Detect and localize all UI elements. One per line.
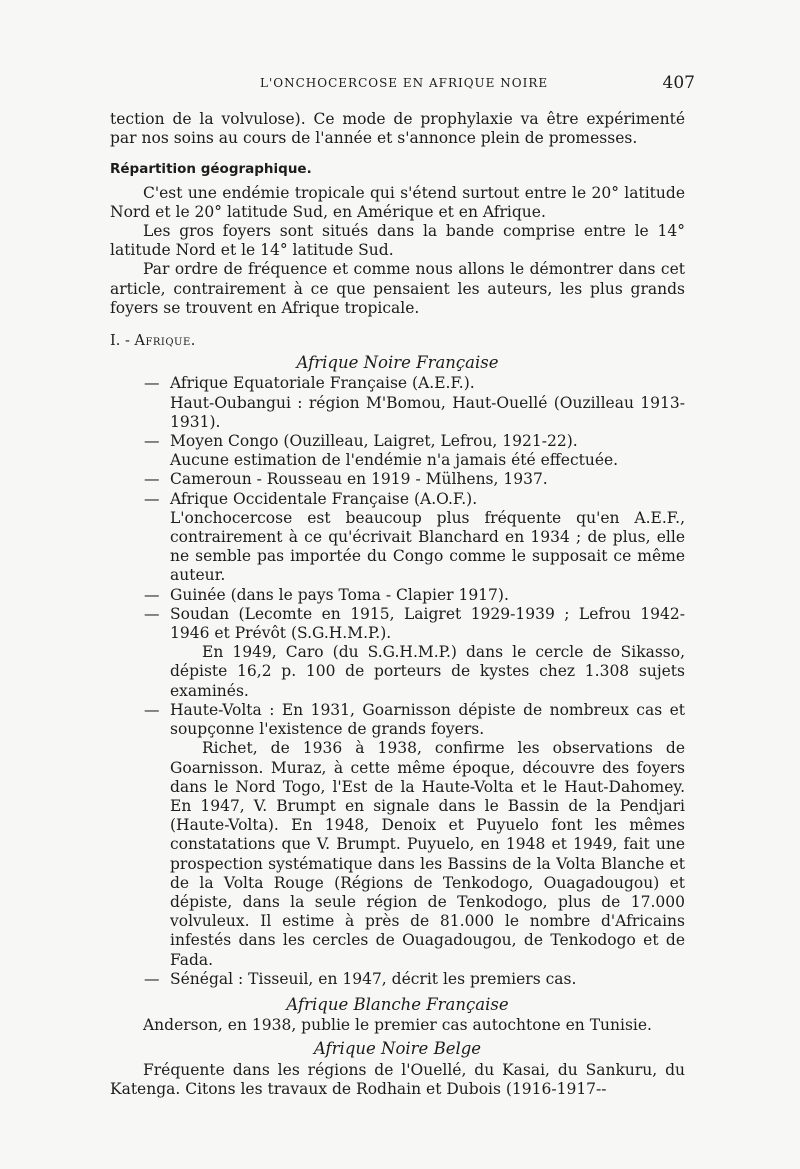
- list-item-detail: Richet, de 1936 à 1938, confirme les observations de Goarnisson. Muraz, à cette même époque, découvre des foyers dans le Nord Togo, l'Est de la Haute-Volta et le Haut-Dahomey. En 1947, V. Brumpt en signale dans le Bassin de la Pendjari (Haute-Volta). En 1948, Denoix et Puyuelo font les mêmes constatations que V. Brumpt. Puyuelo, en 1948 et 1949, fait une prospection systématique dans les Bassins de la Volta Blanche et de la Volta Rouge (Régions de Tenkodogo, Ouagadougou) et dépiste, dans la seule région de Tenkodogo, plus de 17.000 volvuleux. Il estime à près de 81.000 le nombre d'Africains infestés dans les cercles de Ouagadougou, de Tenkodogo et de Fada.: [170, 739, 685, 969]
- list-item-detail: L'onchocercose est beaucoup plus fréquente qu'en A.E.F., contrairement à ce qu'écrivait Blanchard en 1934 ; de plus, elle ne semble pas importée du Congo comme le supposait ce même auteur.: [170, 508, 685, 585]
- repartition-paragraph: Les gros foyers sont situés dans la bande comprise entre le 14° latitude Nord et le 14° latitude Sud.: [110, 222, 685, 260]
- repartition-paragraph: Par ordre de fréquence et comme nous allons le démontrer dans cet article, contrairement à ce que pensaient les auteurs, les plus grands foyers se trouvent en Afrique tropicale.: [110, 260, 685, 317]
- subsection-title: Afrique Blanche Française: [286, 994, 509, 1014]
- subsection-title: Afrique Noire Belge: [313, 1039, 482, 1059]
- list-item-text: Afrique Occidentale Française (A.O.F.).: [170, 489, 478, 508]
- page-body: [110, 110, 685, 1099]
- list-item-text: Soudan (Lecomte en 1915, Laigret 1929-1939 ; Lefrou 1942-1946 et Prévôt (S.G.H.M.P.).: [170, 604, 685, 643]
- section-title: [110, 332, 685, 351]
- list-item: [110, 586, 685, 605]
- list-item-text: Guinée (dans le pays Toma - Clapier 1917).: [170, 585, 509, 604]
- repartition-paragraph: C'est une endémie tropicale qui s'étend surtout entre le 20° latitude Nord et le 20° latitude Sud, en Amérique et en Afrique.: [110, 183, 685, 221]
- section-number: I. -: [110, 333, 130, 350]
- section-name: Afrique.: [134, 333, 196, 350]
- list-item-text: Moyen Congo (Ouzilleau, Laigret, Lefrou, 1921-22).: [170, 432, 578, 451]
- subsection-text: Fréquente dans les régions de l'Ouellé, du Kasai, du Sankuru, du Katenga. Citons les travaux de Rodhain et Dubois (1916-1917--: [110, 1060, 685, 1098]
- list-item: [110, 470, 685, 489]
- list-item-detail: En 1949, Caro (du S.G.H.M.P.) dans le cercle de Sikasso, dépiste 16,2 p. 100 de porteurs de kystes chez 1.308 sujets examinés.: [170, 643, 685, 700]
- list-item: [110, 432, 685, 451]
- list-item-detail: Haut-Oubangui : région M'Bomou, Haut-Ouellé (Ouzilleau 1913-1931).: [170, 393, 685, 431]
- list-item: [110, 490, 685, 509]
- page-number: 407: [662, 73, 695, 93]
- dash-marker: —: [144, 700, 160, 719]
- running-title: L'ONCHOCERCOSE EN AFRIQUE NOIRE: [260, 76, 549, 90]
- list-item-text: Haute-Volta : En 1931, Goarnisson dépiste de nombreux cas et soupçonne l'existence de grands foyers.: [170, 700, 685, 739]
- intro-paragraph: tection de la volvulose). Ce mode de prophylaxie va être expérimenté par nos soins au cours de l'année et s'annonce plein de promesses.: [110, 110, 685, 148]
- list-item: [110, 605, 685, 643]
- list-item: [110, 701, 685, 739]
- list-item: [110, 374, 685, 393]
- dash-marker: —: [144, 432, 160, 451]
- list-item-text: Cameroun - Rousseau en 1919 - Mülhens, 1937.: [170, 470, 548, 489]
- dash-marker: —: [144, 470, 160, 489]
- list-item-text: Afrique Equatoriale Française (A.E.F.).: [170, 374, 475, 393]
- page-header: [110, 73, 695, 98]
- dash-marker: —: [144, 374, 160, 393]
- dash-marker: —: [144, 585, 160, 604]
- dash-marker: —: [144, 489, 160, 508]
- repartition-heading: Répartition géographique.: [110, 161, 312, 178]
- list-item-detail: Aucune estimation de l'endémie n'a jamais été effectuée.: [170, 451, 619, 470]
- list-item-text: Sénégal : Tisseuil, en 1947, décrit les premiers cas.: [170, 969, 577, 988]
- list-item: [110, 970, 685, 989]
- dash-marker: —: [144, 969, 160, 988]
- subsection-text: Anderson, en 1938, publie le premier cas autochtone en Tunisie.: [142, 1016, 652, 1035]
- subsection-title: Afrique Noire Française: [296, 353, 499, 373]
- dash-marker: —: [144, 604, 160, 623]
